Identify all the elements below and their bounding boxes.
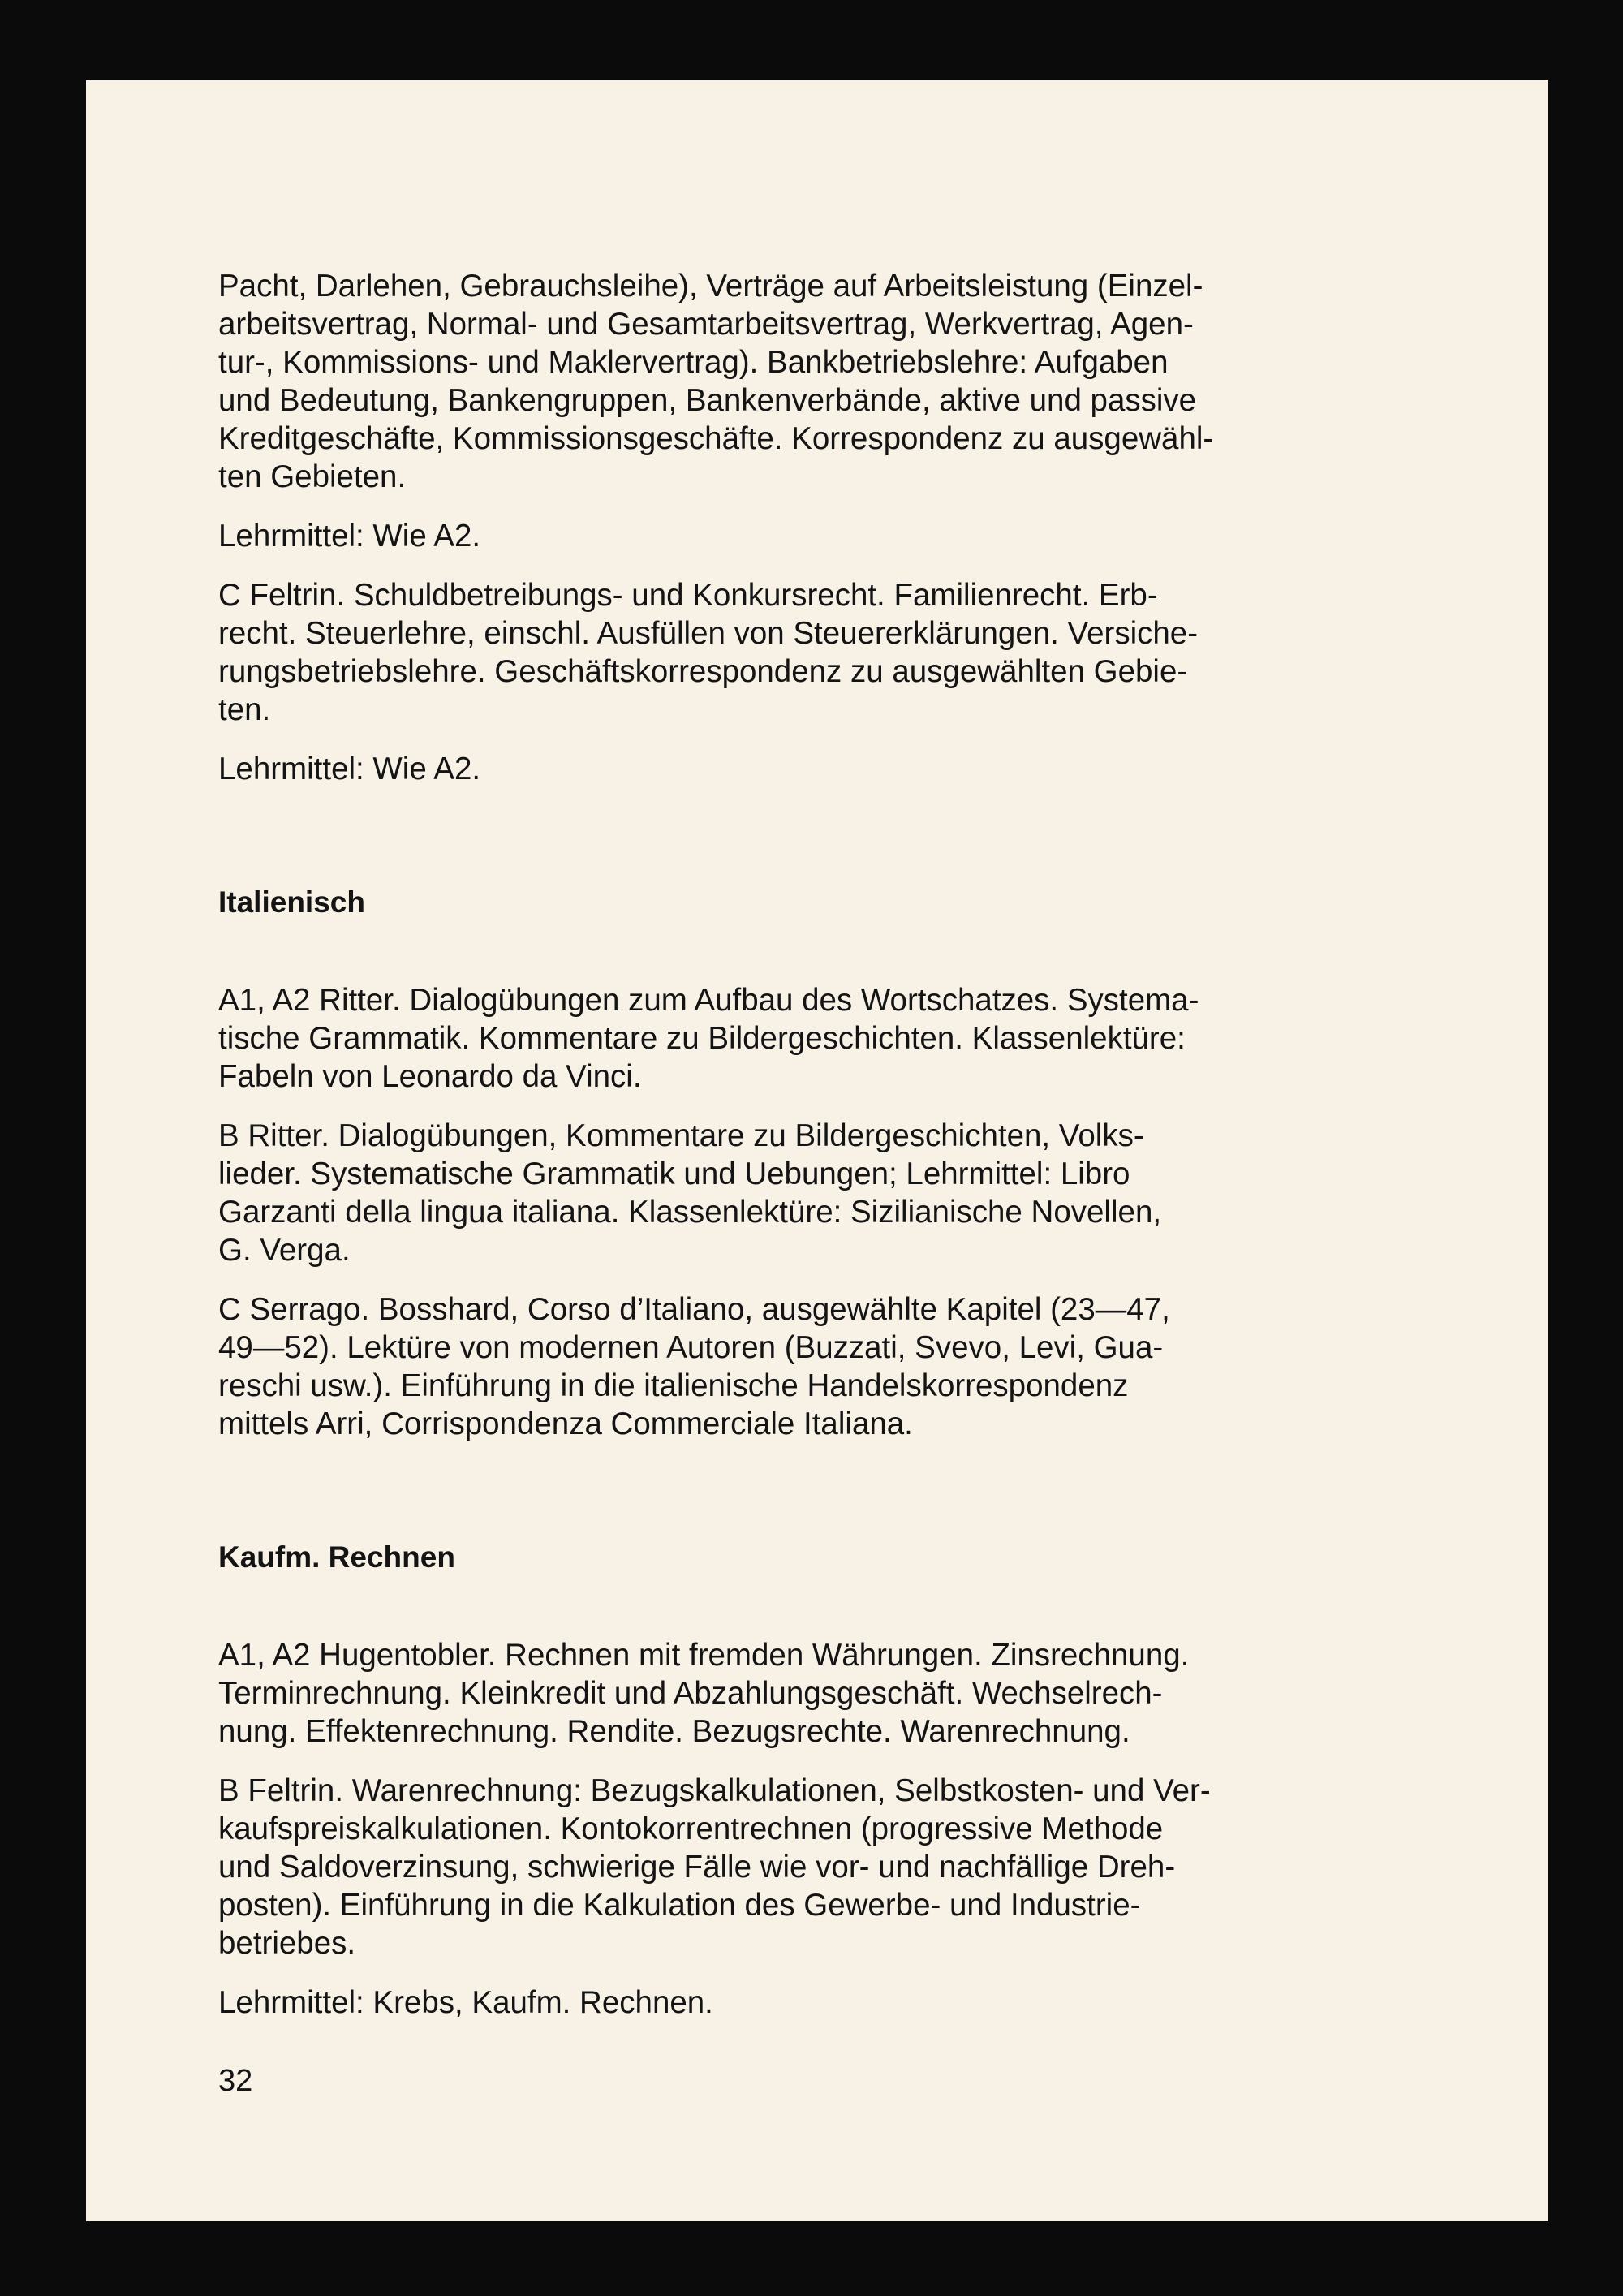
paragraph-lehrmittel-2: Lehrmittel: Wie A2.	[218, 752, 481, 786]
paragraph-italienisch-c: C Serrago. Bosshard, Corso d’Italiano, ausgewählte Kapitel (23—47, 49—52). Lektüre von modernen Autoren (Buzzati, Svevo, Levi, Gua- reschi usw.). Einführung in die italienische Handelskorrespondenz mittels Arri, Corrispondenza Commerciale Italiana.	[218, 1292, 1170, 1441]
paragraph-rechnen-b: B Feltrin. Warenrechnung: Bezugskalkulationen, Selbstkosten- und Ver- kaufspreiskalkulationen. Kontokorrentrechnen (progressive Methode und Saldoverzinsung, schwierige Fälle wie vor- und nachfällige Dreh- posten). Einführung in die Kalkulation des Gewerbe- und Industrie- betriebes.	[218, 1773, 1211, 1961]
paragraph-rechnen-a: A1, A2 Hugentobler. Rechnen mit fremden Währungen. Zinsrechnung. Terminrechnung. Kleinkredit und Abzahlungsgeschäft. Wechselrech- nung. Effektenrechnung. Rendite. Bezugsrechte. Warenrechnung.	[218, 1638, 1190, 1749]
heading-italienisch: Italienisch	[218, 885, 365, 919]
page-content	[218, 267, 1418, 2100]
paragraph-italienisch-b: B Ritter. Dialogübungen, Kommentare zu Bildergeschichten, Volks- lieder. Systematische Grammatik und Uebungen; Lehrmittel: Libro Garzanti della lingua italiana. Klassenlektüre: Sizilianische Novellen, G. Verga.	[218, 1118, 1162, 1268]
paragraph-italienisch-a: A1, A2 Ritter. Dialogübungen zum Aufbau des Wortschatzes. Systema- tische Grammatik. Kommentare zu Bildergeschichten. Klassenlektüre: Fabeln von Leonardo da Vinci.	[218, 983, 1199, 1094]
paragraph-lehrmittel-3: Lehrmittel: Krebs, Kaufm. Rechnen.	[218, 1985, 713, 2020]
page-number: 32	[218, 2064, 253, 2098]
paragraph-c-feltrin: C Feltrin. Schuldbetreibungs- und Konkursrecht. Familienrecht. Erb- recht. Steuerlehre, einschl. Ausfüllen von Steuererklärungen. Versiche- rungsbetriebslehre. Geschäftskorrespondenz zu ausgewählten Gebie- ten.	[218, 578, 1199, 727]
heading-kaufm-rechnen: Kaufm. Rechnen	[218, 1540, 455, 1574]
paragraph-contracts-banking: Pacht, Darlehen, Gebrauchsleihe), Verträge auf Arbeitsleistung (Einzel- arbeitsvertrag, Normal- und Gesamtarbeitsvertrag, Werkvertrag, Agen- tur-, Kommissions- und Maklervertrag). Bankbetriebslehre: Aufgaben und Bedeutung, Bankengruppen, Bankenverbände, aktive und passive Kreditgeschäfte, Kommissionsgeschäfte. Korrespondenz zu ausgewähl- ten Gebieten.	[218, 269, 1214, 494]
paragraph-lehrmittel-1: Lehrmittel: Wie A2.	[218, 519, 481, 554]
document-page	[86, 80, 1548, 2221]
